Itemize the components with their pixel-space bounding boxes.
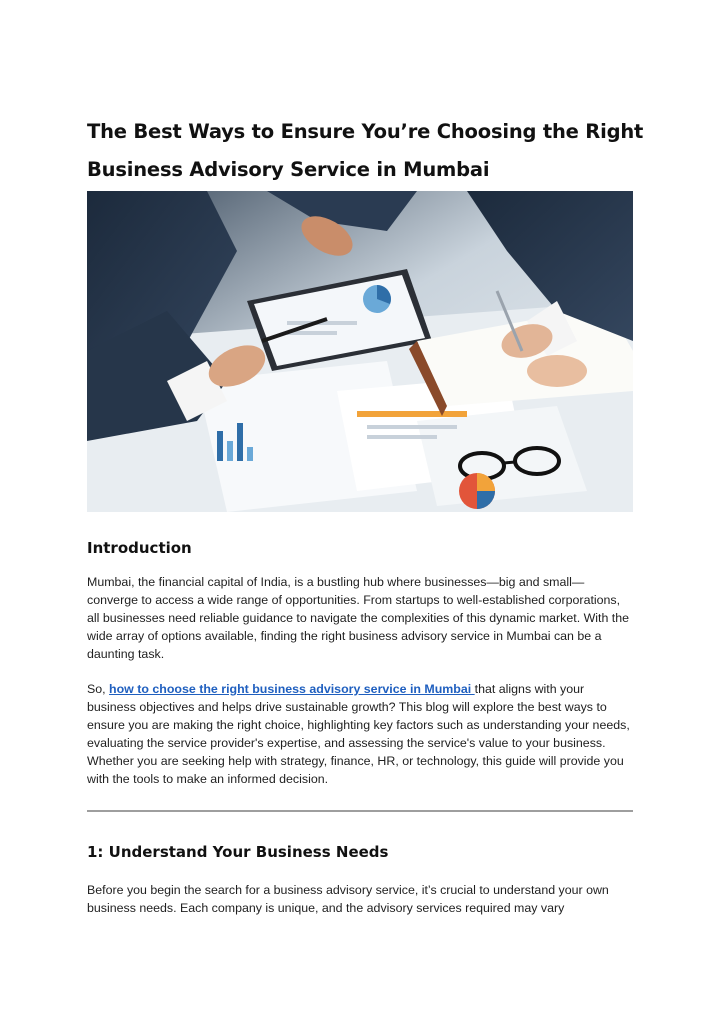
article-title: The Best Ways to Ensure You’re Choosing the Right Business Advisory Service in Mumbai [87,120,644,181]
paragraph-2-prefix: So, [87,682,110,696]
business-meeting-photo-icon [87,191,633,512]
paragraph-2-suffix: that aligns with your business objectives and helps drive sustainable growth? This blog will explore the best ways to ensure you are making the right choice, highlighting key factors such as understanding your needs, evaluating the service provider's expertise, and assessing the service's value to your business. Whether you are seeking help with strategy, finance, HR, or technology, this guide will provide you with the tools to make an informed decision. [87,682,630,786]
introduction-heading: Introduction [87,539,192,557]
hero-image [87,191,633,512]
advisory-service-link[interactable]: how to choose the right business advisory service in Mumbai [109,682,475,696]
section-divider [87,810,633,812]
section-1-heading: 1: Understand Your Business Needs [87,843,389,861]
introduction-paragraph-1: Mumbai, the financial capital of India, is a bustling hub where businesses—big and small—converge to access a wide range of opportunities. From startups to well-established corporations, all businesses need reliable guidance to navigate the complexities of this dynamic market. With the wide array of options available, finding the right business advisory service in Mumbai can be a daunting task. [87,575,630,661]
section-1-paragraph: Before you begin the search for a business advisory service, it’s crucial to understand your own business needs. Each company is unique, and the advisory services required may vary [87,883,609,915]
introduction-paragraph-2 [87,680,635,788]
